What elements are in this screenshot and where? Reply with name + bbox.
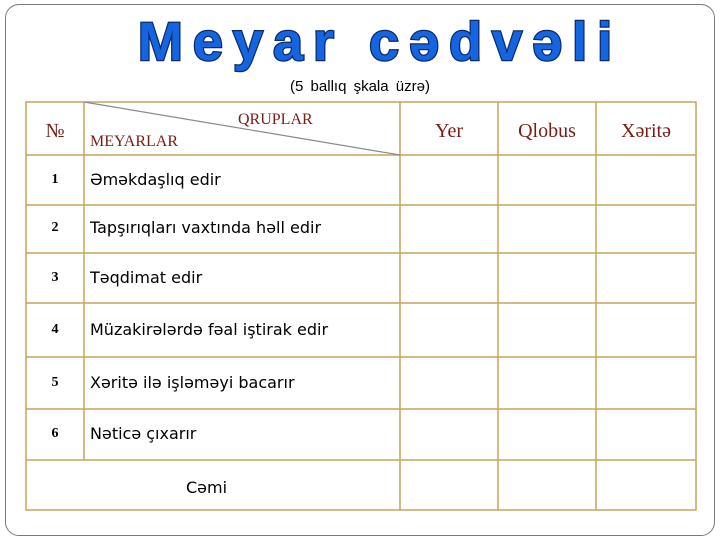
row-3-number: 3 — [51, 270, 59, 285]
row-4-criterion: Müzakirələrdə fəal iştirak edir — [90, 320, 329, 339]
header-groups: QRUPLAR — [238, 111, 313, 128]
header-number: № — [45, 120, 65, 142]
total-label: Cəmi — [186, 478, 228, 497]
row-1-number: 1 — [51, 172, 59, 187]
header-group-qlobus: Qlobus — [518, 120, 576, 142]
row-1-criterion: Əməkdaşlıq edir — [90, 170, 221, 189]
subtitle: (5 ballıq şkala üzrə) — [290, 78, 430, 95]
row-5-criterion: Xəritə ilə işləməyi bacarır — [90, 373, 295, 392]
row-6-criterion: Nəticə çıxarır — [90, 424, 197, 443]
row-5-number: 5 — [51, 375, 59, 390]
row-6-number: 6 — [51, 426, 59, 441]
row-4-number: 4 — [51, 322, 59, 337]
page-title: Meyar cədvəli — [137, 12, 623, 72]
header-group-xerite: Xəritə — [621, 120, 671, 142]
row-2-criterion: Tapşırıqları vaxtında həll edir — [90, 218, 322, 237]
header-criteria: MEYARLAR — [90, 133, 179, 150]
row-2-number: 2 — [51, 220, 59, 235]
header-group-yer: Yer — [435, 120, 463, 142]
row-3-criterion: Təqdimat edir — [90, 268, 203, 287]
